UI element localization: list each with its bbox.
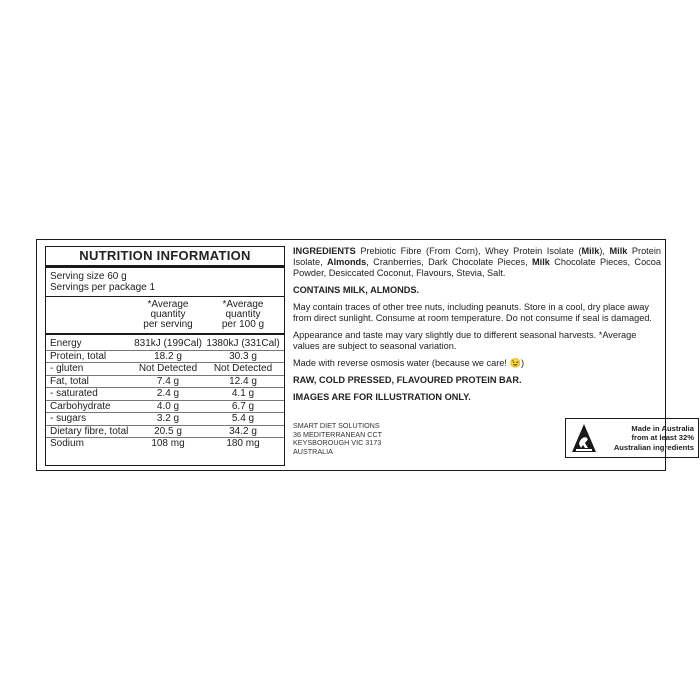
nutrition-panel	[45, 246, 285, 466]
australian-made-badge	[565, 418, 699, 458]
servings-per-package: Servings per package 1	[50, 282, 156, 293]
nutrient-name: Fat, total	[50, 375, 89, 387]
per-100g-value: 12.4 g	[229, 375, 257, 387]
address-line: SMART DIET SOLUTIONS	[293, 421, 380, 430]
nutrient-name: Carbohydrate	[50, 400, 111, 412]
ingredient-text: Prebiotic Fibre (From Corn), Whey Protein Isolate (	[355, 246, 582, 256]
nutrition-row	[46, 351, 284, 364]
ingredient-text: , Cranberries, Dark Chocolate Pieces,	[366, 257, 533, 267]
per-100g-value: 180 mg	[226, 438, 260, 449]
ingredient-text: Protein Isolate,	[293, 246, 661, 267]
nutrition-title: NUTRITION INFORMATION	[46, 247, 284, 268]
ingredient-text: Chocolate Pieces, Cocoa Powder, Desiccated Coconut, Flavours, Stevia, Salt.	[293, 257, 661, 278]
per-100g-value: 34.2 g	[229, 425, 257, 437]
per-serving-value: 831kJ (199Cal)	[134, 338, 202, 349]
header-line: *Average	[147, 299, 189, 310]
allergen-word: Almonds	[326, 257, 367, 267]
nutrition-row	[46, 376, 284, 389]
nutrition-row	[46, 363, 284, 376]
allergen-word: Milk	[581, 246, 600, 256]
product-label	[36, 239, 694, 471]
nutrition-row	[46, 413, 284, 426]
nutrition-header	[46, 297, 284, 335]
header-line: per 100 g	[221, 319, 265, 330]
per-serving-value: 20.5 g	[154, 425, 182, 437]
header-line: *Average	[222, 299, 264, 310]
nutrition-row	[46, 338, 284, 351]
nutrition-row	[46, 401, 284, 414]
illustration-disclaimer: IMAGES ARE FOR ILLUSTRATION ONLY.	[293, 392, 471, 402]
per-100g-value: 30.3 g	[229, 350, 257, 362]
per-100g-value: 6.7 g	[231, 400, 255, 412]
ingredients-label: INGREDIENTS	[293, 246, 356, 256]
nutrient-name: - saturated	[50, 388, 98, 399]
australian-made-kangaroo-icon	[570, 422, 598, 454]
per-serving-value: 7.4 g	[156, 375, 180, 387]
address-line: 36 MEDITERRANEAN CCT	[293, 429, 383, 439]
product-description: RAW, COLD PRESSED, FLAVOURED PROTEIN BAR.	[293, 375, 522, 385]
address-line: KEYSBOROUGH VIC 3173	[293, 438, 382, 448]
allergen-word: Milk	[609, 246, 628, 256]
aus-made-line: Australian ingredients	[613, 442, 694, 452]
per-100g-value: 5.4 g	[231, 413, 255, 424]
allergen-statement: CONTAINS MILK, ALMONDS.	[293, 285, 420, 295]
address-line: AUSTRALIA	[293, 446, 333, 456]
per-100g-value: 1380kJ (331Cal)	[206, 338, 280, 349]
per-100g-value: Not Detected	[213, 363, 273, 374]
appearance-statement: Appearance and taste may vary slightly due to different seasonal harvests. *Average values are subject to seasonal variation.	[293, 330, 637, 351]
ingredient-text: ),	[599, 246, 610, 256]
per-serving-value: 2.4 g	[156, 388, 180, 399]
allergen-word: Milk	[532, 257, 550, 267]
nutrient-name: - gluten	[50, 363, 84, 374]
per-serving-value: 4.0 g	[156, 400, 180, 412]
aus-made-line: from at least 32%	[631, 433, 694, 443]
traces-statement: May contain traces of other tree nuts, including peanuts. Store in a cool, dry place away from direct sunlight. Consume at room temperature. Do not consume if seal is damaged.	[293, 302, 652, 323]
nutrient-name: Dietary fibre, total	[50, 425, 129, 437]
aus-made-line: Made in Australia	[631, 423, 694, 433]
nutrient-name: Protein, total	[50, 350, 107, 362]
header-per-100g	[204, 300, 282, 330]
manufacturer-address	[293, 422, 382, 456]
per-serving-value: 18.2 g	[154, 350, 182, 362]
header-line: per serving	[143, 319, 193, 330]
info-column	[293, 246, 694, 456]
per-100g-value: 4.1 g	[231, 388, 255, 399]
water-statement: Made with reverse osmosis water (because we care! 😉)	[293, 358, 525, 368]
australian-made-text	[598, 424, 698, 453]
nutrition-row	[46, 426, 284, 439]
serving-size: Serving size 60 g	[50, 271, 127, 282]
ingredients-text	[293, 246, 661, 279]
per-serving-value: 108 mg	[151, 438, 185, 449]
nutrition-row	[46, 438, 284, 450]
nutrition-row	[46, 388, 284, 401]
nutrient-name: Energy	[50, 338, 82, 349]
nutrition-rows	[46, 335, 284, 450]
header-blank	[46, 300, 132, 330]
per-serving-value: 3.2 g	[156, 413, 180, 424]
header-line: quantity	[150, 309, 186, 320]
per-serving-value: Not Detected	[138, 363, 198, 374]
serving-info	[46, 268, 284, 297]
header-per-serving	[132, 300, 204, 330]
header-line: quantity	[225, 309, 261, 320]
nutrient-name: Sodium	[50, 438, 84, 449]
nutrient-name: - sugars	[50, 413, 87, 424]
